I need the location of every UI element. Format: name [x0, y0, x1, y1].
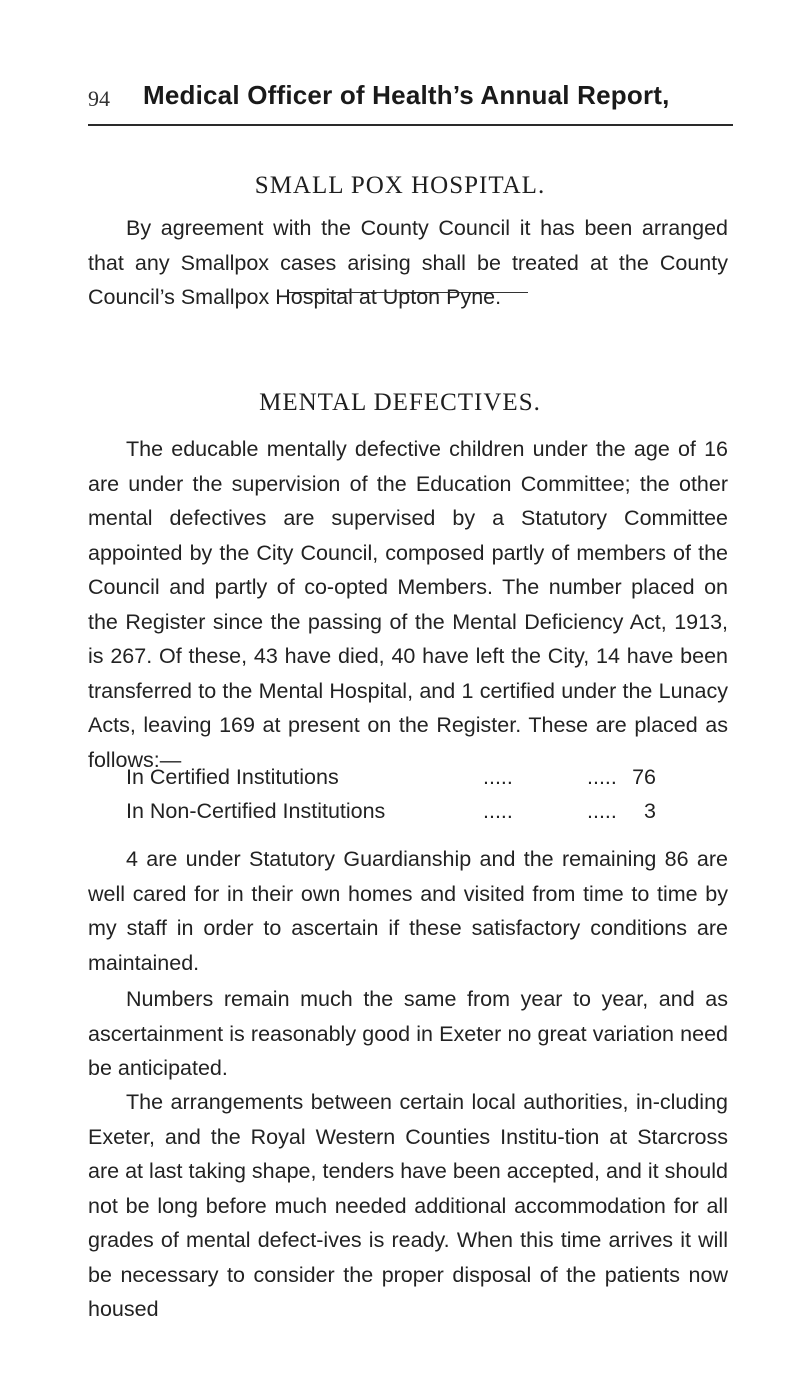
mental-paragraph-3: Numbers remain much the same from year to year, and as ascertainment is reasonably good in Exeter no great variation need be anticipated. [88, 987, 728, 1080]
smallpox-paragraph: By agreement with the County Council it has been arranged that any Smallpox cases arising shall be treated at the County Council’s Smallpox Hospital at Upton Pyne. [88, 216, 728, 309]
placement-label: In Non-Certified Institutions [126, 799, 386, 823]
leader-dots: ..... [483, 765, 513, 789]
leader-dots: ..... [587, 765, 617, 789]
placement-row [126, 794, 656, 828]
placement-label: In Certified Institutions [126, 765, 339, 789]
mental-paragraph-2: 4 are under Statutory Guardianship and the remaining 86 are well cared for in their own homes and visited from time to time by my staff in order to ascertain if these satisfactory conditions are maintained. [88, 847, 728, 975]
mental-paragraph-4: The arrangements between certain local authorities, in-cluding Exeter, and the Royal Western Counties Institu-tion at Starcross are at last taking shape, tenders have been accepted, and it should not be long before much needed additional accommodation for all grades of mental defect-ives is ready. When this time arrives it will be necessary to consider the proper disposal of the patients now housed [88, 1090, 728, 1321]
leader-dots: ..... [587, 799, 617, 823]
leader-dots: ..... [483, 799, 513, 823]
mental-paragraph-1: The educable mentally defective children under the age of 16 are under the supervision of the Education Committee; the other mental defectives are supervised by a Statutory Committee appointed by the City Council, composed partly of members of the Council and partly of co-opted Members. The number placed on the Register since the passing of the Mental Deficiency Act, 1913, is 267. Of these, 43 have died, 40 have left the City, 14 have been transferred to the Mental Hospital, and 1 certified under the Lunacy Acts, leaving 169 at present on the Register. These are placed as follows:— [88, 437, 728, 772]
report-title: Medical Officer of Health’s Annual Report, [143, 80, 670, 110]
mental-defectives-heading: MENTAL DEFECTIVES. [259, 389, 541, 416]
placement-list [126, 760, 656, 828]
smallpox-heading: SMALL POX HOSPITAL. [254, 172, 546, 199]
placement-row [126, 760, 656, 794]
running-head [88, 80, 728, 120]
placement-count: 3 [644, 799, 656, 823]
section-divider [288, 292, 528, 293]
header-rule [88, 124, 733, 126]
page-number: 94 [88, 86, 110, 111]
placement-count: 76 [632, 765, 656, 789]
